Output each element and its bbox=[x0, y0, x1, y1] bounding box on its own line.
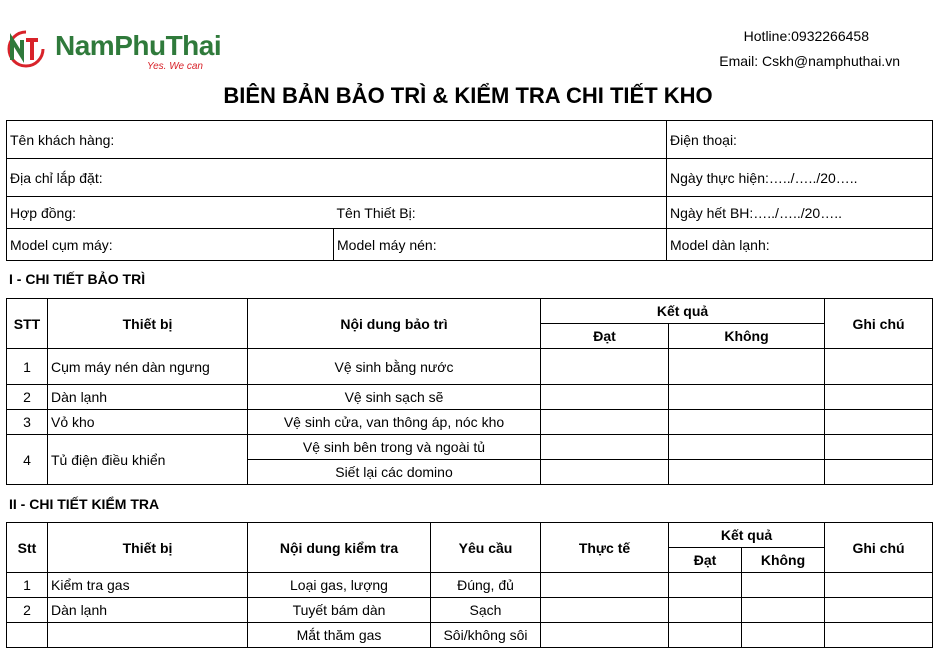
row-pass-cell[interactable] bbox=[541, 349, 669, 385]
col-content: Nội dung bảo trì bbox=[248, 299, 541, 349]
phone-field: Điện thoại: bbox=[667, 121, 933, 159]
table-row bbox=[7, 385, 933, 410]
brand-slogan: Yes. We can bbox=[147, 61, 203, 72]
row-device: Kiểm tra gas bbox=[48, 573, 248, 598]
maintenance-table bbox=[6, 298, 933, 485]
date-done-field: Ngày thực hiện:…../…../20….. bbox=[667, 159, 933, 197]
row-device bbox=[48, 623, 248, 648]
company-logo bbox=[6, 26, 236, 74]
row-pass-cell[interactable] bbox=[669, 623, 742, 648]
col-result: Kết quả bbox=[541, 299, 825, 324]
row-content: Siết lại các domino bbox=[248, 460, 541, 485]
model-unit-field: Model cụm máy: bbox=[7, 229, 334, 261]
row-fail-cell[interactable] bbox=[669, 410, 825, 435]
col-content: Nội dung kiểm tra bbox=[248, 523, 431, 573]
section2-title: II - CHI TIẾT KIỂM TRA bbox=[9, 496, 160, 512]
table-row bbox=[7, 623, 933, 648]
row-fail-cell[interactable] bbox=[742, 598, 825, 623]
table-row bbox=[7, 573, 933, 598]
table-row bbox=[7, 598, 933, 623]
row-requirement: Sôi/không sôi bbox=[431, 623, 541, 648]
row-actual-cell[interactable] bbox=[541, 623, 669, 648]
row-actual-cell[interactable] bbox=[541, 598, 669, 623]
col-result: Kết quả bbox=[669, 523, 825, 548]
row-stt: 1 bbox=[7, 349, 48, 385]
row-note-cell[interactable] bbox=[825, 349, 933, 385]
row-note-cell[interactable] bbox=[825, 435, 933, 460]
col-stt: Stt bbox=[7, 523, 48, 573]
row-content: Mắt thăm gas bbox=[248, 623, 431, 648]
col-actual: Thực tế bbox=[541, 523, 669, 573]
row-pass-cell[interactable] bbox=[669, 573, 742, 598]
model-evaporator-field: Model dàn lạnh: bbox=[667, 229, 933, 261]
table-row bbox=[7, 435, 933, 460]
row-content: Vệ sinh cửa, van thông áp, nóc kho bbox=[248, 410, 541, 435]
row-stt: 2 bbox=[7, 598, 48, 623]
row-note-cell[interactable] bbox=[825, 598, 933, 623]
col-stt: STT bbox=[7, 299, 48, 349]
row-pass-cell[interactable] bbox=[541, 460, 669, 485]
row-content: Vệ sinh bằng nước bbox=[248, 349, 541, 385]
row-note-cell[interactable] bbox=[825, 410, 933, 435]
row-content: Vệ sinh sạch sẽ bbox=[248, 385, 541, 410]
row-note-cell[interactable] bbox=[825, 573, 933, 598]
row-fail-cell[interactable] bbox=[669, 460, 825, 485]
info-table bbox=[6, 120, 933, 261]
row-fail-cell[interactable] bbox=[742, 573, 825, 598]
col-pass: Đạt bbox=[669, 548, 742, 573]
row-fail-cell[interactable] bbox=[742, 623, 825, 648]
col-device: Thiết bị bbox=[48, 523, 248, 573]
row-note-cell[interactable] bbox=[825, 385, 933, 410]
row-content: Vệ sinh bên trong và ngoài tủ bbox=[248, 435, 541, 460]
device-name-field: Tên Thiết Bị: bbox=[334, 197, 667, 229]
col-fail: Không bbox=[669, 324, 825, 349]
logo-mark-icon bbox=[6, 30, 52, 68]
email-text: Email: Cskh@namphuthai.vn bbox=[719, 53, 900, 69]
col-requirement: Yêu cầu bbox=[431, 523, 541, 573]
customer-field: Tên khách hàng: bbox=[7, 121, 667, 159]
row-device: Cụm máy nén dàn ngưng bbox=[48, 349, 248, 385]
row-stt: 2 bbox=[7, 385, 48, 410]
page-title: BIÊN BẢN BẢO TRÌ & KIỂM TRA CHI TIẾT KHO bbox=[223, 83, 713, 108]
col-note: Ghi chú bbox=[825, 299, 933, 349]
row-fail-cell[interactable] bbox=[669, 349, 825, 385]
row-fail-cell[interactable] bbox=[669, 385, 825, 410]
row-actual-cell[interactable] bbox=[541, 573, 669, 598]
row-device: Vỏ kho bbox=[48, 410, 248, 435]
row-fail-cell[interactable] bbox=[669, 435, 825, 460]
row-requirement: Sạch bbox=[431, 598, 541, 623]
col-note: Ghi chú bbox=[825, 523, 933, 573]
inspection-table bbox=[6, 522, 933, 648]
row-stt: 3 bbox=[7, 410, 48, 435]
row-requirement: Đúng, đủ bbox=[431, 573, 541, 598]
row-pass-cell[interactable] bbox=[541, 435, 669, 460]
brand-name: NamPhuThai bbox=[55, 30, 222, 61]
row-content: Tuyết bám dàn bbox=[248, 598, 431, 623]
row-device: Dàn lạnh bbox=[48, 598, 248, 623]
row-pass-cell[interactable] bbox=[669, 598, 742, 623]
table-row bbox=[7, 410, 933, 435]
row-note-cell[interactable] bbox=[825, 623, 933, 648]
row-device: Tủ điện điều khiển bbox=[48, 435, 248, 485]
contract-field: Hợp đồng: bbox=[7, 197, 334, 229]
hotline-text: Hotline:0932266458 bbox=[743, 28, 869, 44]
col-fail: Không bbox=[742, 548, 825, 573]
row-note-cell[interactable] bbox=[825, 460, 933, 485]
row-device: Dàn lạnh bbox=[48, 385, 248, 410]
warranty-end-field: Ngày hết BH:…../…../20….. bbox=[667, 197, 933, 229]
model-compressor-field: Model máy nén: bbox=[334, 229, 667, 261]
row-pass-cell[interactable] bbox=[541, 385, 669, 410]
col-pass: Đạt bbox=[541, 324, 669, 349]
row-stt bbox=[7, 623, 48, 648]
table-row bbox=[7, 349, 933, 385]
section1-title: I - CHI TIẾT BẢO TRÌ bbox=[9, 271, 146, 287]
row-pass-cell[interactable] bbox=[541, 410, 669, 435]
row-content: Loại gas, lượng bbox=[248, 573, 431, 598]
col-device: Thiết bị bbox=[48, 299, 248, 349]
row-stt: 4 bbox=[7, 435, 48, 485]
address-field: Địa chỉ lắp đặt: bbox=[7, 159, 667, 197]
row-stt: 1 bbox=[7, 573, 48, 598]
